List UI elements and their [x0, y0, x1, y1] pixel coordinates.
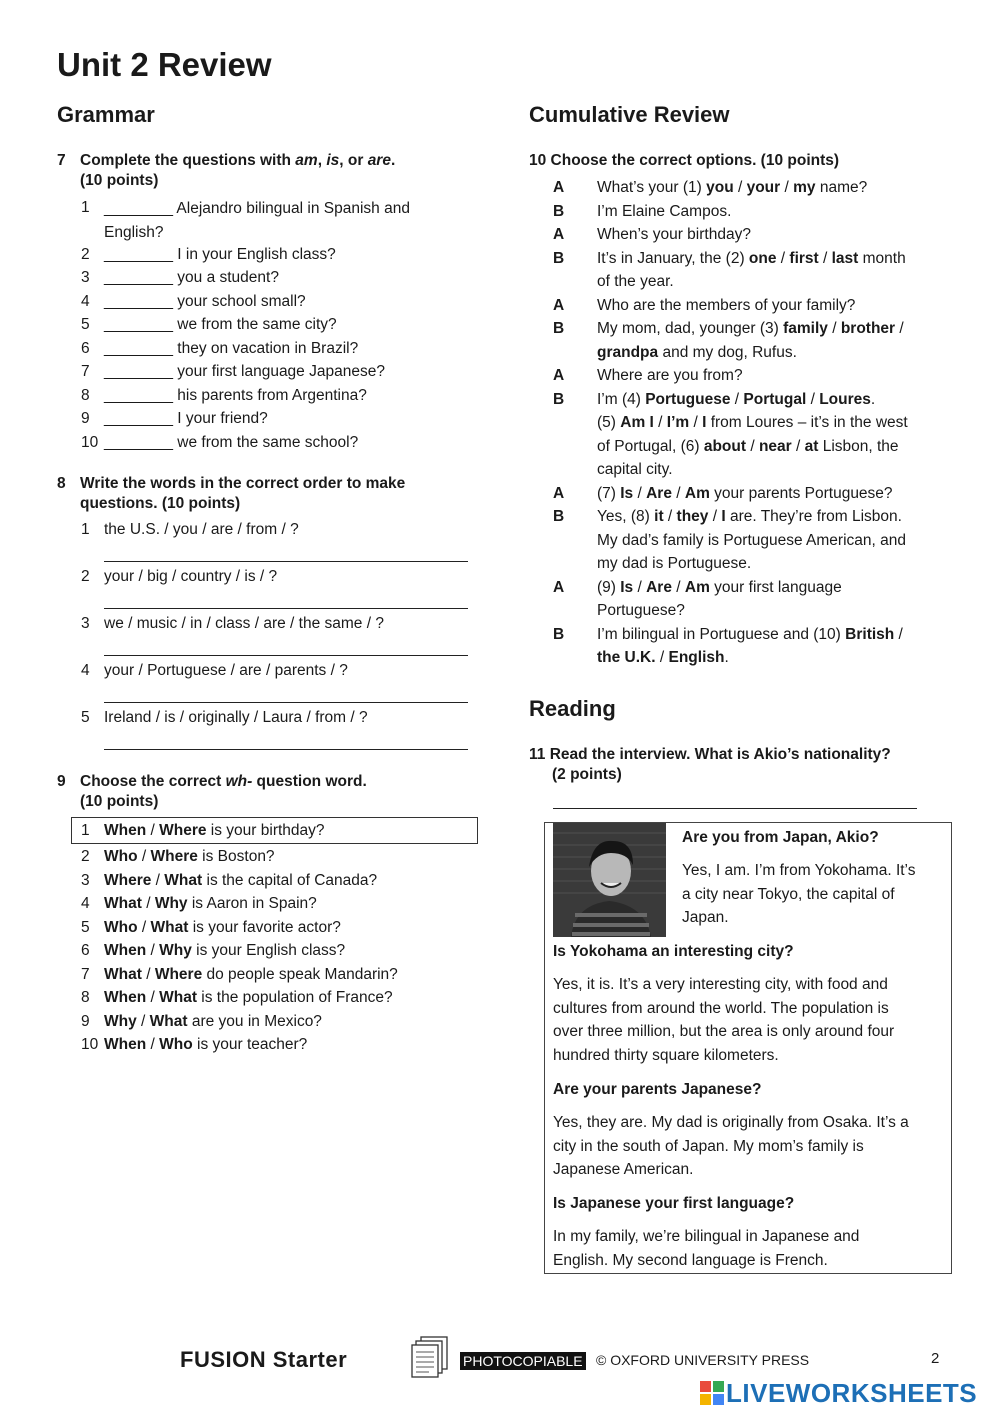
speaker-label: A — [553, 367, 565, 384]
option-word[interactable]: Who — [104, 919, 138, 936]
instr-are: are — [367, 152, 391, 169]
option-word[interactable]: Why — [104, 1013, 137, 1030]
interview-question: Are you from Japan, Akio? — [682, 829, 879, 846]
option-sep: / — [671, 484, 685, 502]
answer-line-text: Yes, they are. My dad is originally from Osaka. It’s a — [553, 1114, 909, 1131]
answer-line-text: English. My second language is French. — [553, 1251, 828, 1269]
exercise-7-instructions — [57, 151, 477, 191]
publisher-credit: © OXFORD UNIVERSITY PRESS — [596, 1352, 810, 1368]
line-text: My mom, dad, younger (3) — [597, 320, 784, 337]
instr-sep: , — [317, 152, 327, 169]
line-text: Portuguese? — [597, 602, 685, 619]
option-word[interactable]: grandpa — [597, 343, 659, 361]
line-text: I’m bilingual in Portuguese and (10) — [597, 625, 846, 643]
interview-question: Is Japanese your first language? — [553, 1195, 795, 1212]
answer-line-text: Yes, it is. It’s a very interesting city, with food and — [553, 976, 888, 993]
item-number: 4 — [81, 895, 90, 912]
item-number: 8 — [81, 387, 90, 404]
interview-answer — [553, 1225, 953, 1272]
line-text: It’s in January, the (2) — [597, 249, 749, 267]
photocopy-icon — [411, 1335, 451, 1384]
option-word[interactable]: Loures — [819, 390, 871, 408]
option-sep: / — [146, 1036, 160, 1053]
item-number: 1 — [81, 199, 90, 216]
option-word[interactable]: first — [789, 249, 819, 267]
option-sep: / — [146, 942, 160, 959]
item-number: 6 — [81, 340, 90, 357]
option-word[interactable]: What — [104, 966, 142, 983]
answer-blank[interactable]: ________ — [104, 200, 173, 217]
item-number: 2 — [81, 246, 90, 263]
option-word[interactable]: Where — [150, 848, 198, 865]
item-text: are you in Mexico? — [187, 1013, 322, 1030]
option-sep: / — [671, 578, 685, 596]
option-sep: / — [818, 249, 832, 267]
instr-text: 11 Read the interview. What is Akio’s nationality? — [529, 746, 891, 763]
option-sep: / — [151, 872, 165, 889]
option-word[interactable]: family — [783, 320, 828, 337]
line-text: (9) — [597, 578, 621, 596]
liveworksheets-watermark: LIVEWORKSHEETS — [726, 1378, 978, 1408]
option-word[interactable]: Portuguese — [645, 390, 731, 408]
item-number: 5 — [81, 919, 90, 936]
answer-line-text: Japanese American. — [553, 1161, 694, 1178]
line-text: your first language — [709, 578, 842, 596]
option-word[interactable]: What — [104, 895, 142, 912]
option-word[interactable]: Why — [154, 895, 188, 912]
option-word[interactable]: Am — [684, 578, 710, 596]
speaker-label: B — [553, 202, 565, 220]
instr-points: (10 points) — [80, 172, 159, 189]
item-number: 9 — [81, 1013, 90, 1030]
option-sep: / — [746, 437, 759, 455]
fusion-brand-logo: FUSION Starter — [180, 1347, 348, 1372]
instr-points: (10 points) — [80, 793, 159, 810]
item-number: 4 — [81, 293, 90, 310]
answer-line[interactable] — [104, 749, 468, 750]
option-sep: / — [689, 414, 703, 431]
answer-line-text: Japan. — [682, 909, 729, 926]
option-word[interactable]: I’m — [666, 414, 690, 431]
exercise-10-instructions: 10 Choose the correct options. (10 points) — [529, 152, 840, 169]
interview-answer — [553, 1111, 953, 1182]
answer-line-text: over three million, but the area is only around four — [553, 1023, 895, 1040]
option-sep: / — [730, 390, 744, 408]
answer-line-text: hundred thirty square kilometers. — [553, 1046, 779, 1064]
instr-sep: , or — [339, 152, 368, 169]
item-text: they on vacation in Brazil? — [177, 340, 359, 357]
grammar-heading: Grammar — [57, 102, 155, 127]
line-text: I’m (4) — [597, 390, 646, 408]
answer-blank[interactable]: ________ — [104, 410, 173, 427]
item-number: 7 — [81, 966, 90, 983]
option-word[interactable]: What — [150, 919, 189, 936]
item-text: is the population of France? — [197, 989, 393, 1006]
option-sep: / — [653, 414, 667, 431]
option-sep: / — [791, 437, 805, 455]
line-text: Yes, (8) — [597, 508, 655, 525]
option-word[interactable]: Portugal — [743, 390, 807, 408]
item-text: Alejandro bilingual in Spanish and — [176, 200, 410, 217]
option-word[interactable]: British — [845, 625, 895, 643]
line-text: (5) — [597, 414, 621, 431]
item-number: 10 — [81, 1036, 99, 1053]
line-text: of Portugal, (6) — [597, 437, 704, 455]
photocopiable-badge: PHOTOCOPIABLE — [460, 1352, 586, 1370]
page-number: 2 — [931, 1350, 940, 1367]
speaker-label: A — [553, 226, 565, 243]
item-number: 1 — [81, 521, 90, 538]
item-text: we from the same city? — [177, 316, 337, 333]
instr-is: is — [326, 152, 340, 169]
dialogue — [553, 176, 953, 671]
item-number: 8 — [81, 989, 90, 1006]
line-text: My dad’s family is Portuguese American, and — [597, 531, 907, 549]
option-sep: / — [141, 895, 155, 912]
item-text: is your favorite actor? — [188, 919, 341, 936]
instr-text: Write the words in the correct order to make — [80, 475, 406, 492]
line-text: . — [870, 390, 876, 408]
item-text: your school small? — [177, 293, 306, 310]
option-word[interactable]: Who — [159, 1036, 193, 1053]
instr-wh: wh- — [225, 773, 253, 790]
line-text: of the year. — [597, 273, 674, 290]
option-word[interactable]: Where — [159, 822, 207, 839]
option-word[interactable]: Am I — [620, 414, 654, 431]
item-text: English? — [104, 223, 164, 241]
option-word[interactable]: your — [746, 179, 781, 196]
answer-line[interactable] — [104, 608, 468, 609]
portrait-image — [553, 823, 666, 937]
option-word[interactable]: Where — [104, 872, 152, 889]
item-text: is your English class? — [191, 942, 346, 959]
item-number: 1 — [81, 822, 90, 839]
answer-line[interactable] — [104, 561, 468, 562]
option-word[interactable]: When — [104, 1036, 147, 1053]
instr-points: (2 points) — [552, 766, 622, 783]
item-number: 3 — [81, 615, 90, 632]
option-word[interactable]: Are — [646, 578, 672, 596]
option-word[interactable]: Why — [159, 942, 192, 959]
item-text: I in your English class? — [177, 246, 336, 263]
item-text: is your birthday? — [206, 822, 325, 839]
item-number: 6 — [81, 942, 90, 959]
option-word[interactable]: When — [104, 989, 147, 1006]
item-text: I your friend? — [177, 410, 268, 427]
answer-line-text: In my family, we’re bilingual in Japanese and — [553, 1228, 860, 1245]
item-number: 4 — [81, 662, 90, 679]
option-word[interactable]: I — [702, 414, 707, 431]
item-text: do people speak Mandarin? — [202, 966, 398, 983]
line-text: Lisbon, the — [818, 437, 899, 455]
exercise-8-instructions — [57, 474, 477, 514]
line-text: (7) — [597, 484, 621, 502]
line-text: capital city. — [597, 461, 673, 478]
option-sep: / — [137, 919, 151, 936]
option-sep: / — [141, 966, 155, 983]
line-text: What’s your (1) — [597, 179, 707, 196]
option-sep: / — [146, 989, 160, 1006]
speaker-label: B — [553, 625, 565, 643]
option-word[interactable]: When — [104, 942, 147, 959]
answer-blank[interactable]: ________ — [104, 340, 173, 357]
exercise-number: 7 — [57, 152, 66, 169]
answer-blank[interactable]: ________ — [104, 246, 173, 263]
exercise-9-instructions — [57, 772, 477, 812]
answer-line[interactable] — [553, 808, 917, 809]
option-word[interactable]: English — [668, 649, 725, 666]
option-word[interactable]: Am — [684, 484, 710, 502]
reading-heading: Reading — [529, 696, 616, 721]
option-sep: / — [633, 484, 647, 502]
item-text: his parents from Argentina? — [177, 387, 367, 404]
line-text: Where are you from? — [597, 367, 743, 384]
answer-line-text: a city near Tokyo, the capital of — [682, 885, 895, 903]
option-word[interactable]: Is — [620, 578, 634, 596]
option-sep: / — [895, 320, 904, 337]
item-prompt: Ireland / is / originally / Laura / from / ? — [104, 709, 368, 726]
page-title: Unit 2 Review — [57, 46, 272, 83]
option-sep: / — [655, 649, 669, 666]
speaker-label: A — [553, 296, 565, 314]
instr-am: am — [295, 152, 318, 169]
option-sep: / — [827, 320, 841, 337]
answer-blank[interactable]: ________ — [104, 316, 173, 333]
option-word[interactable]: Where — [154, 966, 203, 983]
interview-question: Is Yokohama an interesting city? — [553, 943, 794, 960]
line-text: month — [858, 249, 906, 267]
item-text: is the capital of Canada? — [202, 872, 378, 889]
item-text: is Aaron in Spain? — [187, 895, 317, 912]
option-sep: / — [780, 179, 794, 196]
option-sep: / — [894, 625, 903, 643]
option-word[interactable]: you — [706, 179, 734, 196]
option-word[interactable]: What — [149, 1013, 188, 1030]
answer-line-text: cultures from around the world. The population is — [553, 999, 889, 1017]
answer-line-text: Yes, I am. I’m from Yokohama. It’s — [682, 862, 916, 879]
speaker-label: B — [553, 390, 565, 408]
interview-answer — [682, 859, 952, 930]
option-word[interactable]: Is — [620, 484, 634, 502]
item-number: 2 — [81, 568, 90, 585]
line-text: When’s your birthday? — [597, 226, 751, 243]
instr-end: . — [390, 152, 396, 169]
option-word[interactable]: Are — [646, 484, 672, 502]
exercise-11-instructions — [529, 745, 969, 785]
item-number: 10 — [81, 434, 99, 451]
speaker-label: B — [553, 320, 565, 337]
option-sep: / — [708, 508, 722, 525]
answer-line-text: city in the south of Japan. My mom’s family is — [553, 1137, 864, 1155]
instr-text: questions. (10 points) — [80, 495, 241, 512]
interview-question: Are your parents Japanese? — [553, 1081, 762, 1098]
answer-line[interactable] — [104, 702, 468, 703]
speaker-label: A — [553, 484, 565, 502]
instr-text: Choose the correct — [80, 773, 226, 790]
item-prompt: your / Portuguese / are / parents / ? — [104, 662, 348, 679]
item-text: you a student? — [177, 269, 279, 286]
answer-blank[interactable]: ________ — [104, 387, 173, 404]
item-text: is your teacher? — [192, 1036, 308, 1053]
akio-photo — [553, 823, 666, 937]
interview-answer — [553, 973, 953, 1067]
answer-blank[interactable]: ________ — [104, 434, 173, 451]
item-number: 3 — [81, 872, 90, 889]
item-number: 5 — [81, 709, 90, 726]
line-text: are. They’re from Lisbon. — [725, 508, 902, 525]
item-text: is Boston? — [197, 848, 275, 865]
answer-blank[interactable]: ________ — [104, 269, 173, 286]
speaker-label: B — [553, 249, 565, 267]
item-prompt: we / music / in / class / are / the same / ? — [104, 615, 384, 632]
option-sep: / — [146, 822, 160, 839]
line-text: . — [724, 649, 729, 666]
option-word[interactable]: What — [164, 872, 203, 889]
line-text: Who are the members of your family? — [597, 296, 856, 314]
item-number: 7 — [81, 363, 90, 380]
option-word[interactable]: last — [831, 249, 859, 267]
option-word[interactable]: it — [654, 508, 664, 525]
option-sep: / — [136, 1013, 150, 1030]
item-number: 3 — [81, 269, 90, 286]
option-sep: / — [806, 390, 820, 408]
option-word[interactable]: at — [804, 437, 819, 455]
option-word[interactable]: brother — [840, 320, 896, 337]
option-word[interactable]: What — [159, 989, 197, 1006]
line-text: your parents Portuguese? — [709, 484, 893, 502]
answer-blank[interactable]: ________ — [104, 293, 173, 310]
option-sep: / — [663, 508, 677, 525]
line-text: I’m Elaine Campos. — [597, 202, 732, 220]
item-number: 2 — [81, 848, 90, 865]
item-text: your first language Japanese? — [177, 363, 385, 380]
option-word[interactable]: about — [703, 437, 747, 455]
option-word[interactable]: one — [748, 249, 777, 267]
line-text: my dad is Portuguese. — [597, 555, 752, 572]
speaker-label: A — [553, 179, 565, 196]
option-word[interactable]: the U.K. — [597, 649, 656, 666]
option-word[interactable]: I — [721, 508, 726, 525]
option-word[interactable]: near — [758, 437, 792, 455]
item-text: we from the same school? — [177, 434, 359, 451]
option-sep: / — [137, 848, 151, 865]
option-word[interactable]: Who — [104, 848, 138, 865]
speaker-label: A — [553, 578, 565, 596]
item-number: 9 — [81, 410, 90, 427]
item-prompt: the U.S. / you / are / from / ? — [104, 521, 299, 538]
speaker-label: B — [553, 508, 565, 525]
option-sep: / — [776, 249, 790, 267]
option-word[interactable]: When — [104, 822, 147, 839]
option-sep: / — [733, 179, 747, 196]
item-prompt: your / big / country / is / ? — [104, 568, 278, 585]
line-text: name? — [815, 179, 868, 196]
option-word[interactable]: they — [676, 508, 709, 525]
line-text: and my dog, Rufus. — [658, 343, 797, 361]
option-sep: / — [633, 578, 647, 596]
exercise-number: 9 — [57, 773, 66, 790]
instr-text: Complete the questions with — [80, 152, 296, 169]
cumulative-review-heading: Cumulative Review — [529, 102, 730, 127]
answer-blank[interactable]: ________ — [104, 363, 173, 380]
exercise-number: 8 — [57, 475, 66, 492]
line-text: from Loures – it’s in the west — [706, 414, 908, 431]
liveworksheets-logo-icon — [700, 1381, 724, 1410]
option-word[interactable]: my — [793, 179, 816, 196]
item-number: 5 — [81, 316, 90, 333]
instr-text: question word. — [252, 773, 367, 790]
answer-line[interactable] — [104, 655, 468, 656]
